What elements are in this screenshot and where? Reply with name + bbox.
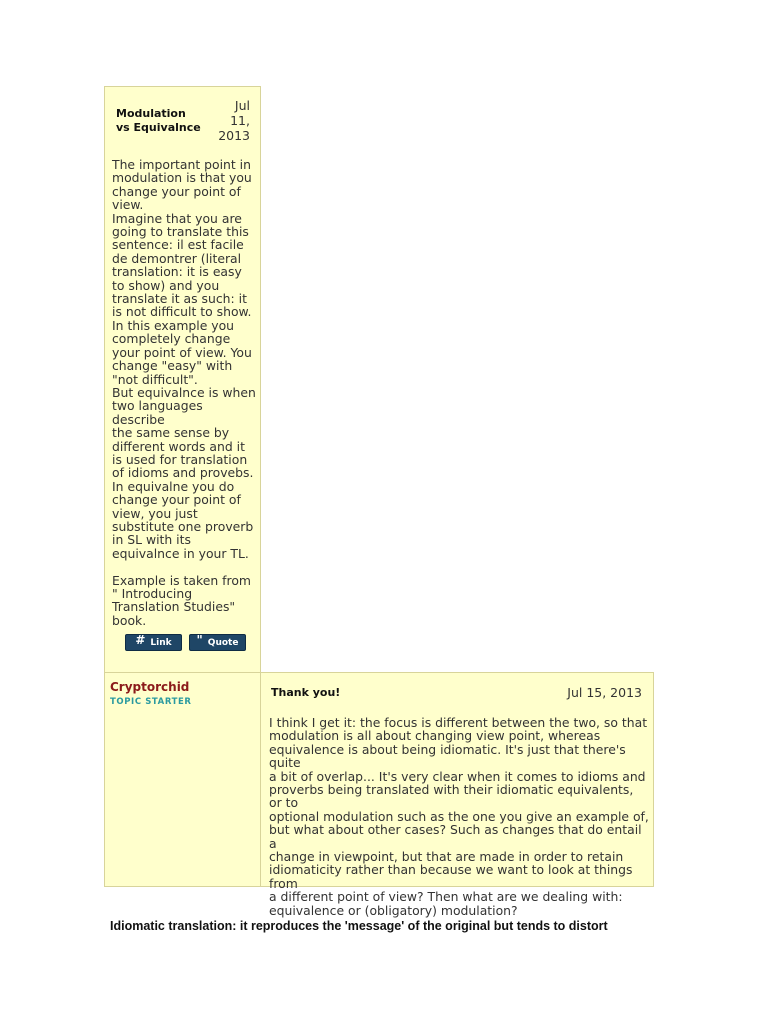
- quote-button-label: Quote: [207, 637, 239, 648]
- document-text-line: Idiomatic translation: it reproduces the 'message' of the original but tends to distort: [110, 919, 608, 933]
- post-1-body: The important point in modulation is that you change your point of view. Imagine that you are going to translate this sentence: il est facile de demontrer (literal translation: it is easy to show) and you translate it as such: it is not difficult to show. In this example you completely change your point of view. You change "easy" with "not difficult". But equivalnce is when two languages describe the same sense by different words and it is used for translation of idioms and provebs. In equivalne you do change your point of view, you just substitute one proverb in SL with its equivalnce in your TL. Example is taken from " Introducing Translation Studies" book.: [112, 157, 256, 628]
- link-button[interactable]: [125, 634, 182, 651]
- post-2-title: Thank you!: [271, 686, 341, 699]
- topic-starter-badge: TOPIC STARTER: [110, 697, 192, 707]
- post-2: [104, 672, 654, 918]
- author-name[interactable]: Cryptorchid: [110, 680, 190, 694]
- link-button-label: Link: [150, 637, 172, 648]
- quote-icon: ": [196, 632, 203, 647]
- post-2-date: Jul 15, 2013: [567, 685, 642, 700]
- column-divider: [260, 673, 261, 886]
- quote-button[interactable]: [189, 634, 246, 651]
- post-1-date: Jul 11, 2013: [218, 98, 250, 143]
- post-1-title: Modulation vs Equivalnce: [116, 107, 201, 134]
- post-1: [104, 86, 261, 673]
- hash-icon: #: [135, 632, 146, 647]
- post-2-body: I think I get it: the focus is different between the two, so that modulation is all about changing view point, whereas equivalence is about being idiomatic. It's just that there's quite a bit of overlap... It's very clear when it comes to idioms and proverbs being translated with their idiomatic equivalents, or to optional modulation such as the one you give an example of, but what about other cases? Such as changes that do entail a change in viewpoint, but that are made in order to retain idiomaticity rather than because we want to look at things from a different point of view? Then what are we dealing with: equivalence or (obligatory) modulation?: [269, 715, 649, 918]
